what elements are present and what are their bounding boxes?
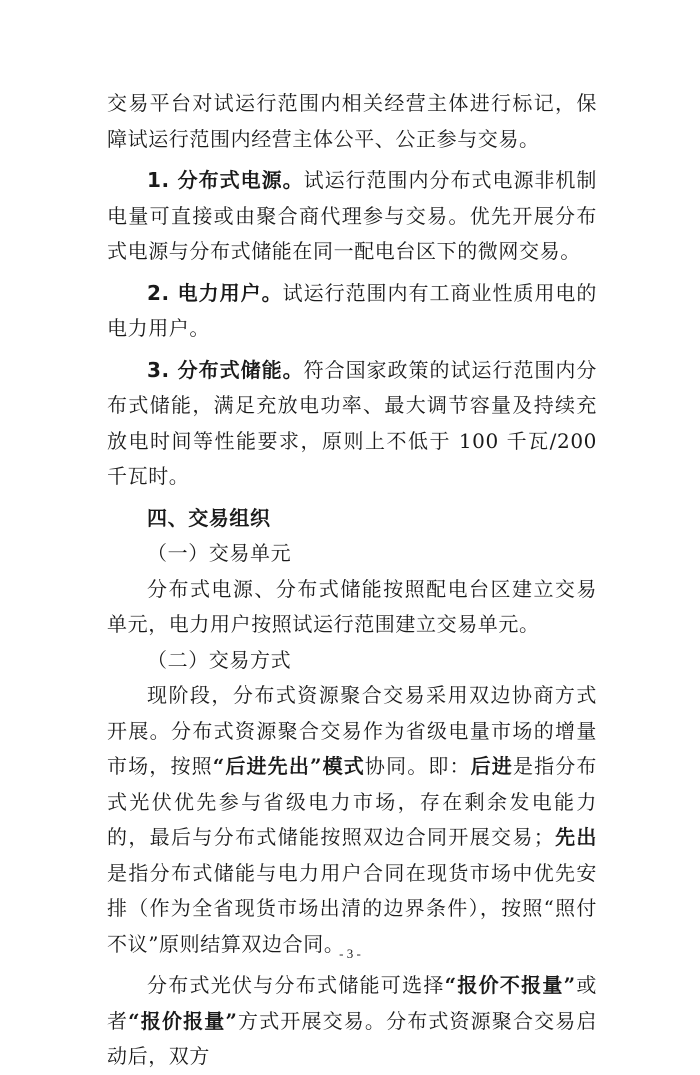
bold-term: “报价报量”: [128, 1008, 238, 1033]
item-title: 分布式储能。: [177, 357, 304, 382]
item-number: 2.: [147, 280, 178, 305]
bold-term: 后进: [470, 754, 513, 778]
item-title: 分布式电源。: [177, 168, 304, 192]
item-distributed-storage: [107, 353, 597, 495]
section-heading: 四、交易组织: [147, 505, 271, 530]
paragraph-trading-unit: 分布式电源、分布式储能按照配电台区建立交易单元，电力用户按照试运行范围建立交易单元。: [107, 576, 597, 636]
item-number: 3.: [147, 357, 178, 382]
document-body: [107, 86, 597, 1075]
page-number: - 3 -: [339, 946, 361, 961]
item-title: 电力用户。: [177, 280, 283, 305]
paragraph-quotation-modes: 分布式光伏与分布式储能可选择“报价不报量”或者“报价报量”方式开展交易。分布式资源聚合交易启动后，双方: [107, 973, 597, 1068]
item-text: 试运行范围内分布式电源非机制电量可直接或由聚合商代理参与交易。优先开展分布式电源与分布式储能在同一配电台区下的微网交易。: [107, 168, 598, 263]
subsection-heading-trading-unit: （一）交易单元: [147, 541, 292, 565]
bold-term: 先出: [554, 825, 597, 849]
subsection-heading-trading-method: （二）交易方式: [147, 647, 292, 672]
paragraph-platform-marking: 交易平台对试运行范围内相关经营主体进行标记，保障试运行范围内经营主体公平、公正参与交易。: [107, 91, 597, 151]
paragraph-trading-method: 现阶段，分布式资源聚合交易采用双边协商方式开展。分布式资源聚合交易作为省级电量市场的增量市场，按照“后进先出”模式协同。即：后进是指分布式光伏优先参与省级电力市场，存在剩余发电能力的，最后与分布式储能按照双边合同开展交易；先出是指分布式储能与电力用户合同在现货市场中优先安排（作为全省现货市场出清的边界条件），按照“照付不议”原则结算双边合同。: [107, 683, 597, 956]
bold-term: “后进先出”模式: [212, 754, 365, 778]
item-distributed-power: [107, 163, 597, 270]
bold-term: “报价不报量”: [444, 973, 576, 997]
item-number: 1.: [147, 168, 178, 192]
item-text: 试运行范围内有工商业性质用电的电力用户。: [107, 280, 598, 340]
item-power-users: [107, 276, 597, 347]
item-text: 符合国家政策的试运行范围内分布式储能，满足充放电功率、最大调节容量及持续充放电时间等性能要求，原则上不低于 100 千瓦/200 千瓦时。: [107, 357, 598, 488]
